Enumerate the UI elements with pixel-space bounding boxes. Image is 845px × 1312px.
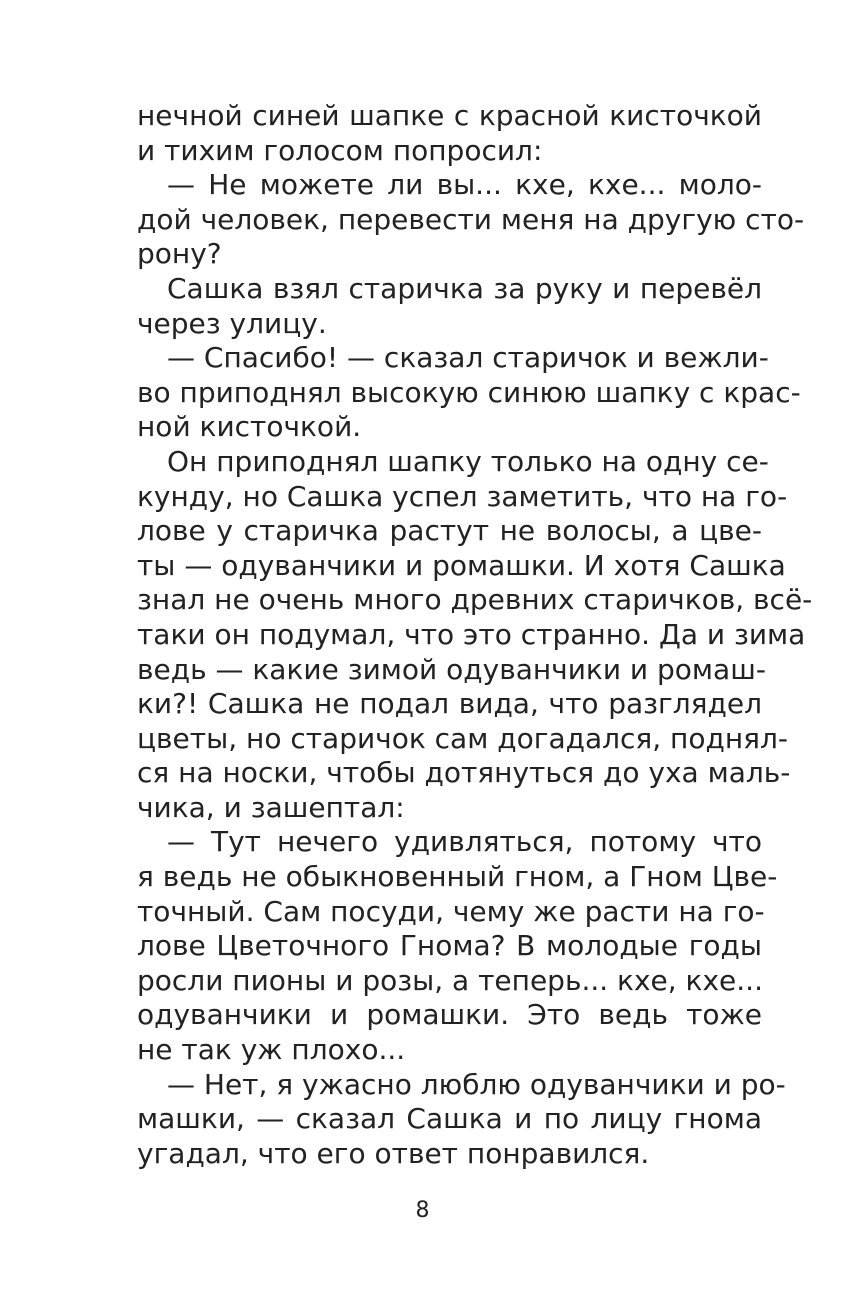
text-line: не так уж плохо... — [137, 1033, 406, 1067]
text-line: рону? — [137, 237, 222, 271]
text-line: во приподнял высокую синюю шапку с крас- — [137, 375, 801, 409]
text-line: я ведь не обыкновенный гном, а Гном Цве- — [137, 860, 778, 894]
text-line: угадал, что его ответ понравился. — [137, 1136, 650, 1170]
text-line: ки?! Сашка не подал вида, что разглядел — [137, 687, 762, 721]
text-line: ной кисточкой. — [137, 410, 362, 444]
text-line: через улицу. — [137, 306, 327, 340]
page-number: 8 — [415, 1198, 430, 1223]
text-line: ведь — какие зимой одуванчики и ромаш- — [137, 652, 766, 686]
text-line: таки он подумал, что это странно. Да и зима — [137, 617, 806, 651]
text-line: ся на носки, чтобы дотянуться до уха маль- — [137, 756, 791, 790]
text-line: кунду, но Сашка успел заметить, что на го- — [137, 479, 788, 513]
text-line: Он приподнял шапку только на одну се- — [167, 444, 769, 478]
text-line: машки, — сказал Сашка и по лицу гнома — [137, 1102, 762, 1136]
text-line: — Не можете ли вы... кхе, кхе... моло- — [167, 168, 762, 202]
text-line: дой человек, перевести меня на другую сто- — [137, 202, 805, 236]
text-line: лове Цветочного Гнома? В молодые годы — [137, 929, 762, 963]
text-line: точный. Сам посуди, чему же расти на го- — [137, 894, 765, 928]
text-line: — Нет, я ужасно люблю одуванчики и ро- — [167, 1067, 786, 1101]
text-line: чика, и зашептал: — [137, 790, 405, 824]
text-line: Сашка взял старичка за руку и перевёл — [167, 271, 762, 305]
text-line: и тихим голосом попросил: — [137, 133, 543, 167]
page-text — [137, 99, 813, 1171]
text-line: росли пионы и розы, а теперь... кхе, кхе... — [137, 963, 763, 997]
text-line: знал не очень много древних старичков, всё- — [137, 583, 813, 617]
text-line: ты — одуванчики и ромашки. И хотя Сашка — [137, 548, 786, 582]
text-line: — Тут нечего удивляться, потому что — [167, 825, 762, 859]
text-line: лове у старичка растут не волосы, а цве- — [137, 514, 762, 548]
text-line: цветы, но старичок сам догадался, поднял- — [137, 721, 788, 755]
text-line: — Спасибо! — сказал старичок и вежли- — [167, 341, 769, 375]
text-line: нечной синей шапке с красной кисточкой — [137, 99, 762, 132]
text-line: одуванчики и ромашки. Это ведь тоже — [137, 998, 762, 1032]
